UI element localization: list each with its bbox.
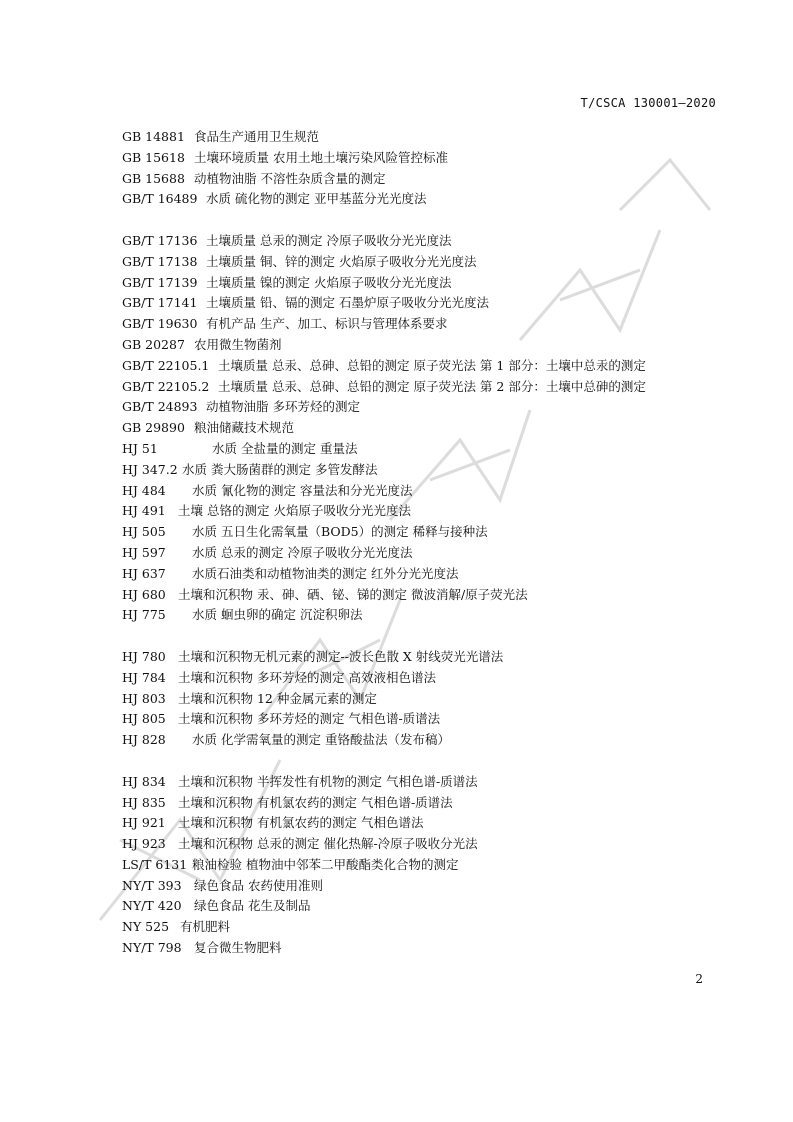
reference-item bbox=[122, 273, 722, 294]
reference-code: GB 20287 bbox=[122, 336, 185, 352]
reference-item bbox=[122, 231, 722, 252]
reference-title: 绿色食品 花生及制品 bbox=[194, 898, 311, 914]
reference-item bbox=[122, 356, 722, 377]
reference-code: LS/T 6131 bbox=[122, 856, 188, 872]
reference-item bbox=[122, 813, 722, 834]
reference-code: GB 14881 bbox=[122, 129, 185, 144]
reference-title: 水质 粪大肠菌群的测定 多管发酵法 bbox=[182, 461, 378, 477]
reference-item bbox=[122, 460, 722, 481]
reference-item bbox=[122, 335, 722, 356]
reference-code: HJ 784 bbox=[122, 669, 166, 685]
reference-code: HJ 775 bbox=[122, 607, 166, 623]
reference-code: HJ 491 bbox=[122, 503, 166, 519]
reference-item bbox=[122, 876, 722, 897]
reference-title: 水质 全盐量的测定 重量法 bbox=[212, 440, 358, 456]
reference-code: HJ 923 bbox=[122, 836, 166, 852]
reference-item bbox=[122, 189, 722, 210]
reference-item bbox=[122, 148, 722, 169]
document-code: T/CSCA 130001—2020 bbox=[580, 96, 716, 110]
reference-title: 水质 氰化物的测定 容量法和分光光度法 bbox=[192, 482, 413, 498]
reference-item bbox=[122, 252, 722, 273]
reference-title: 土壤和沉积物无机元素的测定--波长色散 X 射线荧光光谱法 bbox=[178, 648, 504, 664]
reference-title: 水质 化学需氧量的测定 重铬酸盐法（发布稿） bbox=[192, 732, 450, 748]
reference-code: GB/T 17138 bbox=[122, 253, 198, 269]
reference-item bbox=[122, 605, 722, 626]
reference-title: 绿色食品 农药使用准则 bbox=[194, 877, 323, 893]
reference-title: 水质石油类和动植物油类的测定 红外分光光度法 bbox=[192, 565, 459, 581]
reference-title: 水质 总汞的测定 冷原子吸收分光光度法 bbox=[192, 544, 413, 560]
reference-code: GB 15688 bbox=[122, 170, 185, 186]
reference-item bbox=[122, 543, 722, 564]
reference-title: 土壤质量 总汞的测定 冷原子吸收分光光度法 bbox=[206, 232, 452, 248]
reference-title: 动植物油脂 不溶性杂质含量的测定 bbox=[194, 170, 386, 186]
reference-item bbox=[122, 397, 722, 418]
reference-title: 动植物油脂 多环芳烃的测定 bbox=[206, 399, 360, 415]
reference-title: 土壤和沉积物 12 种金属元素的测定 bbox=[178, 690, 377, 706]
reference-title: 水质 硫化物的测定 亚甲基蓝分光光度法 bbox=[206, 191, 427, 207]
reference-code: GB/T 22105.2 bbox=[122, 378, 210, 394]
reference-item bbox=[122, 293, 722, 314]
reference-item bbox=[122, 481, 722, 502]
reference-code: GB/T 19630 bbox=[122, 316, 198, 332]
reference-title: 土壤 总铬的测定 火焰原子吸收分光光度法 bbox=[178, 503, 411, 519]
reference-code: GB/T 17141 bbox=[122, 295, 198, 311]
reference-item bbox=[122, 501, 722, 522]
reference-title: 土壤质量 总汞、总砷、总铅的测定 原子荧光法 第 2 部分：土壤中总砷的测定 bbox=[218, 378, 646, 394]
reference-item bbox=[122, 834, 722, 855]
reference-title: 土壤和沉积物 多环芳烃的测定 高效液相色谱法 bbox=[178, 669, 436, 685]
reference-item bbox=[122, 668, 722, 689]
reference-code: HJ 505 bbox=[122, 524, 166, 540]
reference-item bbox=[122, 772, 722, 793]
reference-item bbox=[122, 855, 722, 876]
reference-code: GB 15618 bbox=[122, 149, 185, 165]
reference-title: 水质 五日生化需氧量（BOD5）的测定 稀释与接种法 bbox=[192, 524, 488, 540]
reference-code: GB/T 17139 bbox=[122, 274, 198, 290]
reference-code: GB/T 24893 bbox=[122, 399, 198, 415]
reference-code: NY/T 393 bbox=[122, 877, 182, 893]
reference-code: HJ 828 bbox=[122, 732, 166, 748]
reference-code: NY 525 bbox=[122, 919, 170, 935]
normative-references-list bbox=[122, 127, 722, 959]
reference-item bbox=[122, 439, 722, 460]
reference-title: 有机肥料 bbox=[180, 919, 231, 935]
reference-title: 食品生产通用卫生规范 bbox=[194, 129, 320, 144]
reference-item bbox=[122, 522, 722, 543]
reference-item bbox=[122, 917, 722, 938]
page-number: 2 bbox=[695, 972, 703, 986]
reference-title: 复合微生物肥料 bbox=[194, 940, 282, 956]
reference-title: 土壤质量 镍的测定 火焰原子吸收分光光度法 bbox=[206, 274, 452, 290]
reference-code: NY/T 420 bbox=[122, 898, 182, 914]
reference-item bbox=[122, 938, 722, 959]
reference-code: HJ 347.2 bbox=[122, 461, 178, 477]
reference-code: GB/T 17136 bbox=[122, 232, 198, 248]
reference-code: GB/T 16489 bbox=[122, 191, 198, 207]
reference-item bbox=[122, 169, 722, 190]
reference-item bbox=[122, 418, 722, 439]
reference-code: HJ 597 bbox=[122, 544, 166, 560]
reference-item bbox=[122, 709, 722, 730]
reference-code: HJ 780 bbox=[122, 648, 166, 664]
reference-code: HJ 803 bbox=[122, 690, 166, 706]
reference-title: 土壤和沉积物 半挥发性有机物的测定 气相色谱-质谱法 bbox=[178, 773, 478, 789]
reference-code: HJ 484 bbox=[122, 482, 166, 498]
reference-code: HJ 921 bbox=[122, 815, 166, 831]
reference-title: 土壤和沉积物 多环芳烃的测定 气相色谱-质谱法 bbox=[178, 711, 441, 727]
reference-code: HJ 637 bbox=[122, 565, 166, 581]
reference-title: 土壤质量 铜、锌的测定 火焰原子吸收分光光度法 bbox=[206, 253, 477, 269]
reference-item bbox=[122, 127, 722, 148]
reference-title: 有机产品 生产、加工、标识与管理体系要求 bbox=[206, 316, 448, 332]
reference-title: 土壤和沉积物 有机氯农药的测定 气相色谱-质谱法 bbox=[178, 794, 453, 810]
reference-title: 粮油储藏技术规范 bbox=[194, 420, 295, 436]
reference-item bbox=[122, 647, 722, 668]
reference-item bbox=[122, 730, 722, 751]
reference-title: 水质 蛔虫卵的确定 沉淀积卵法 bbox=[192, 607, 363, 623]
reference-title: 土壤质量 总汞、总砷、总铅的测定 原子荧光法 第 1 部分：土壤中总汞的测定 bbox=[218, 357, 646, 373]
reference-title: 土壤和沉积物 有机氯农药的测定 气相色谱法 bbox=[178, 815, 424, 831]
reference-code: HJ 805 bbox=[122, 711, 166, 727]
reference-item bbox=[122, 585, 722, 606]
reference-item bbox=[122, 793, 722, 814]
reference-code: HJ 680 bbox=[122, 586, 166, 602]
reference-title: 土壤和沉积物 汞、砷、硒、铋、锑的测定 微波消解/原子荧光法 bbox=[178, 586, 528, 602]
reference-title: 粮油检验 植物油中邻苯二甲酸酯类化合物的测定 bbox=[192, 856, 459, 872]
reference-item bbox=[122, 896, 722, 917]
reference-code: HJ 834 bbox=[122, 773, 166, 789]
reference-code: HJ 51 bbox=[122, 440, 158, 456]
reference-title: 土壤质量 铅、镉的测定 石墨炉原子吸收分光光度法 bbox=[206, 295, 489, 311]
reference-title: 土壤和沉积物 总汞的测定 催化热解-冷原子吸收分光法 bbox=[178, 836, 478, 852]
reference-code: NY/T 798 bbox=[122, 940, 182, 956]
reference-code: GB/T 22105.1 bbox=[122, 357, 210, 373]
reference-item bbox=[122, 314, 722, 335]
reference-item bbox=[122, 689, 722, 710]
reference-code: GB 29890 bbox=[122, 420, 185, 436]
reference-code: HJ 835 bbox=[122, 794, 166, 810]
reference-item bbox=[122, 564, 722, 585]
reference-title: 农用微生物菌剂 bbox=[194, 336, 282, 352]
reference-title: 土壤环境质量 农用土地土壤污染风险管控标准 bbox=[194, 149, 448, 165]
reference-item bbox=[122, 377, 722, 398]
